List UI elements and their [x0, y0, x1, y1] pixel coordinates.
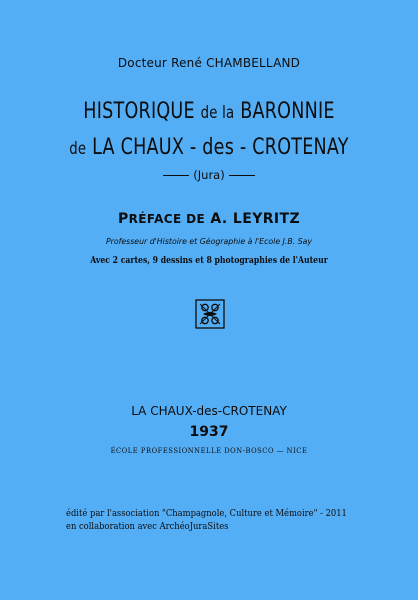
title-line-1	[46, 98, 372, 124]
title-line-2	[46, 134, 372, 160]
edition-line-2: en collaboration avec ArchéoJuraSites	[66, 521, 229, 532]
title-word-de-la: de la	[200, 103, 235, 123]
title-word-baronnie: BARONNIE	[240, 98, 335, 124]
edition-line-1: édité par l'association "Champagnole, Culture et Mémoire" - 2011	[66, 508, 347, 519]
preface-author-role: Professeur d'Histoire et Géographie à l'Ecole J.B. Say	[105, 236, 313, 246]
preface-heading	[0, 211, 418, 227]
preface-small-caps: RÉFACE DE	[128, 212, 206, 226]
title-place-name: LA CHAUX - des - CROTENAY	[92, 134, 349, 160]
region-dash-right	[229, 175, 255, 176]
title-word-historique: HISTORIQUE	[83, 98, 195, 124]
ornamental-emblem-icon	[195, 299, 225, 329]
author-name: Docteur René CHAMBELLAND	[117, 56, 301, 70]
place-name: LA CHAUX-des-CROTENAY	[131, 404, 287, 418]
preface-lead-letter: P	[117, 211, 129, 227]
region-label: (Jura)	[193, 168, 225, 182]
contents-note: Avec 2 cartes, 9 dessins et 8 photographies de l'Auteur	[90, 255, 328, 266]
title-word-de: de	[69, 139, 87, 159]
region-line	[0, 168, 418, 182]
publication-year: 1937	[189, 424, 229, 440]
region-dash-left	[163, 175, 189, 176]
printer-name: ÉCOLE PROFESSIONNELLE DON-BOSCO — NICE	[110, 446, 308, 455]
preface-author: A. LEYRITZ	[210, 211, 301, 227]
